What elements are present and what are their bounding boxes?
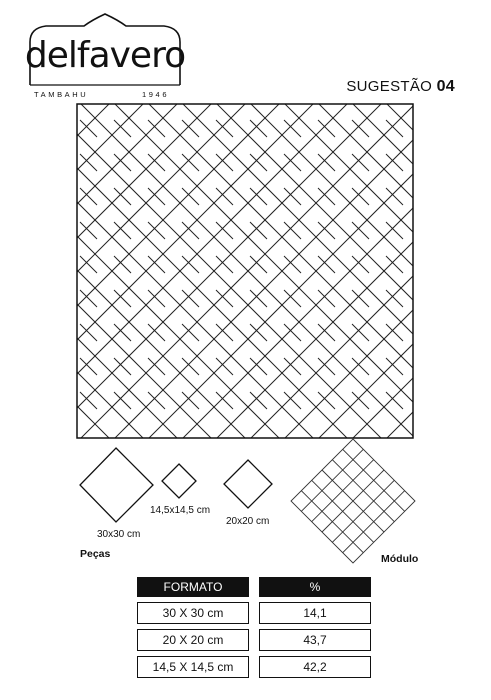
tile-joint-line	[80, 392, 97, 409]
tile-joint-line	[352, 290, 369, 307]
logo-city: TAMBAHU	[34, 90, 89, 99]
percent-column	[259, 577, 371, 683]
tile-joint-line	[318, 154, 335, 171]
tile-joint-line	[216, 154, 233, 171]
tile-joint-line	[80, 290, 97, 307]
pieces-section-title: Peças	[80, 548, 111, 560]
tile-joint-line	[76, 103, 280, 439]
tile-joint-line	[352, 324, 369, 341]
module-icon	[289, 437, 417, 565]
tile-joint-line	[148, 324, 165, 341]
format-cell: 30 X 30 cm	[137, 602, 249, 624]
tile-joint-line	[148, 392, 165, 409]
tile-joint-line	[250, 154, 267, 171]
tile-joint-line	[148, 290, 165, 307]
tile-joint-line	[318, 256, 335, 273]
tile-joint-line	[114, 188, 131, 205]
suggestion-label: SUGESTÃO	[346, 78, 433, 95]
tile-joint-line	[386, 222, 403, 239]
tile-joint-line	[148, 103, 414, 439]
tile-joint-line	[284, 120, 301, 137]
percent-cell: 42,2	[259, 656, 371, 678]
tile-joint-line	[182, 222, 199, 239]
logo-year: 1946	[142, 90, 170, 99]
tile-joint-line	[216, 222, 233, 239]
tile-joint-line	[216, 256, 233, 273]
tile-joint-line	[318, 120, 335, 137]
tile-joint-line	[318, 324, 335, 341]
tile-joint-line	[216, 103, 414, 439]
tile-joint-line	[148, 120, 165, 137]
tile-joint-line	[148, 103, 414, 439]
tile-joint-line	[80, 222, 97, 239]
format-column	[137, 577, 249, 683]
tile-joint-line	[76, 103, 144, 439]
tile-joint-line	[318, 290, 335, 307]
logo-wordmark: delfavero	[24, 34, 186, 76]
tile-joint-line	[216, 358, 233, 375]
tile-joint-line	[216, 324, 233, 341]
tile-joint-line	[80, 120, 97, 137]
tile-pattern-drawing	[76, 103, 414, 439]
tile-joint-line	[352, 256, 369, 273]
tile-joint-line	[386, 188, 403, 205]
tile-joint-line	[318, 392, 335, 409]
tile-joint-line	[284, 358, 301, 375]
tile-joint-line	[216, 120, 233, 137]
tile-joint-line	[284, 222, 301, 239]
tile-joint-line	[284, 392, 301, 409]
format-header: FORMATO	[137, 577, 249, 597]
tile-joint-line	[250, 256, 267, 273]
tile-joint-line	[148, 358, 165, 375]
tile-joint-line	[386, 256, 403, 273]
tile-joint-line	[352, 222, 369, 239]
tile-joint-line	[250, 222, 267, 239]
tile-joint-line	[216, 392, 233, 409]
tile-joint-line	[386, 324, 403, 341]
tile-joint-line	[352, 392, 369, 409]
percent-cell: 43,7	[259, 629, 371, 651]
tile-joint-line	[352, 103, 414, 439]
tile-joint-line	[182, 324, 199, 341]
tile-joint-line	[182, 290, 199, 307]
tile-joint-line	[352, 358, 369, 375]
piece-30x30-icon	[78, 445, 158, 525]
format-cell: 14,5 X 14,5 cm	[137, 656, 249, 678]
tile-joint-line	[182, 256, 199, 273]
tile-joint-line	[352, 154, 369, 171]
tile-joint-line	[114, 392, 131, 409]
tile-joint-line	[76, 103, 348, 439]
tile-joint-line	[114, 324, 131, 341]
tile-joint-line	[80, 324, 97, 341]
tile-joint-line	[80, 358, 97, 375]
tile-joint-line	[148, 154, 165, 171]
suggestion-title	[346, 78, 455, 96]
tile-joint-line	[386, 290, 403, 307]
tile-joint-line	[318, 188, 335, 205]
tile-joint-line	[284, 290, 301, 307]
brand-logo	[20, 10, 190, 100]
tile-joint-line	[76, 103, 280, 439]
suggestion-number: 04	[436, 78, 455, 95]
tile-joint-line	[182, 120, 199, 137]
tile-joint-line	[284, 188, 301, 205]
tile-joint-line	[284, 103, 414, 439]
tile-joint-line	[216, 188, 233, 205]
tile-joint-line	[182, 358, 199, 375]
tile-joint-line	[114, 256, 131, 273]
tile-joint-line	[250, 120, 267, 137]
tile-joint-line	[114, 222, 131, 239]
tile-joint-line	[386, 358, 403, 375]
tile-joint-line	[352, 103, 414, 439]
tile-joint-line	[250, 358, 267, 375]
piece-14-5-label: 14,5x14,5 cm	[150, 505, 211, 516]
tile-joint-line	[80, 188, 97, 205]
tile-joint-line	[114, 358, 131, 375]
tile-joint-line	[182, 154, 199, 171]
piece-14-5-icon	[160, 462, 198, 500]
tile-joint-line	[386, 392, 403, 409]
tile-joint-line	[284, 103, 414, 439]
tile-joint-line	[250, 290, 267, 307]
tile-joint-line	[148, 256, 165, 273]
tile-joint-line	[114, 154, 131, 171]
tile-joint-line	[250, 392, 267, 409]
tile-joint-line	[76, 103, 144, 439]
tile-joint-line	[352, 188, 369, 205]
tile-joint-line	[250, 324, 267, 341]
percent-cell: 14,1	[259, 602, 371, 624]
tile-joint-line	[318, 358, 335, 375]
tile-joint-line	[250, 188, 267, 205]
tile-joint-line	[284, 154, 301, 171]
tile-joint-line	[216, 290, 233, 307]
tile-joint-line	[114, 120, 131, 137]
tile-joint-line	[386, 154, 403, 171]
tile-joint-line	[76, 103, 348, 439]
format-cell: 20 X 20 cm	[137, 629, 249, 651]
tile-joint-line	[114, 290, 131, 307]
piece-30x30-label: 30x30 cm	[97, 529, 141, 540]
module-section-title: Módulo	[381, 553, 419, 565]
tile-joint-line	[352, 120, 369, 137]
piece-20x20-label: 20x20 cm	[226, 516, 270, 527]
tile-joint-line	[80, 154, 97, 171]
tile-joint-line	[182, 392, 199, 409]
tile-joint-line	[284, 324, 301, 341]
tile-joint-line	[148, 222, 165, 239]
tile-joint-line	[148, 188, 165, 205]
tile-joint-line	[318, 222, 335, 239]
tile-joint-line	[80, 256, 97, 273]
percent-header: %	[259, 577, 371, 597]
tile-pattern	[76, 103, 414, 439]
tile-joint-line	[182, 188, 199, 205]
tile-joint-line	[284, 256, 301, 273]
tile-joint-line	[386, 120, 403, 137]
piece-20x20-icon	[222, 458, 274, 510]
